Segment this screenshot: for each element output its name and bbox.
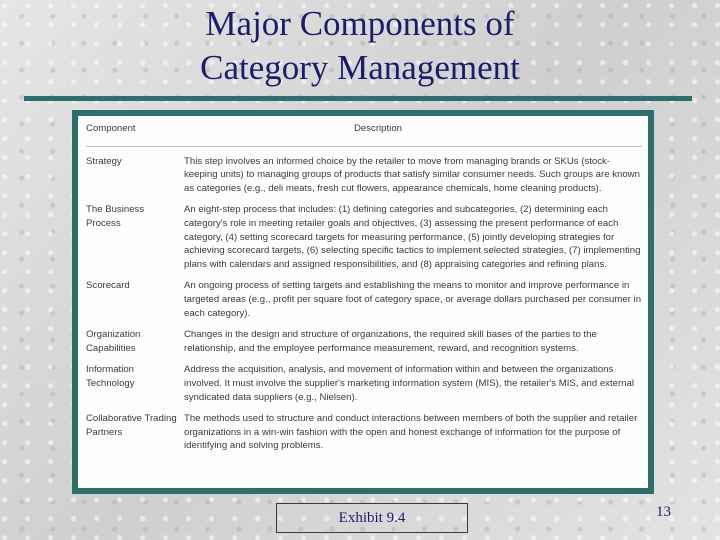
row-description: Changes in the design and structure of organizations, the required skill bases of the parties to the relationship, and the employee performance measurement, reward, and recognition systems. (184, 329, 597, 354)
table-row (86, 146, 642, 195)
title-line-2: Category Management (200, 48, 520, 87)
exhibit-label: Exhibit 9.4 (338, 510, 406, 526)
header-component: Component (86, 122, 184, 146)
exhibit-panel (72, 110, 654, 494)
row-description: The methods used to structure and conduct interactions between members of both the supplier and retailer organizations in a win-win fashion with the open and honest exchange of information for the purpose of identifying and solving problems. (184, 413, 638, 452)
title-divider (24, 96, 692, 101)
table-row (86, 404, 642, 453)
row-component: Strategy (86, 155, 122, 167)
title-line-1: Major Components of (205, 4, 515, 43)
table-row (86, 320, 642, 355)
row-component: The Business Process (86, 204, 145, 229)
row-description: An ongoing process of setting targets and establishing the means to monitor and improve performance in targeted areas (e.g., profit per square foot of category space, or average dollars purchased per consumer in each category). (184, 280, 642, 319)
exhibit-panel-inner (78, 116, 648, 488)
table-row (86, 355, 642, 404)
table-row (86, 195, 642, 271)
slide-title (0, 2, 720, 90)
row-description: This step involves an informed choice by the retailer to move from managing brands or SKUs (stock-keeping units) to managing groups of products that satisfy similar consumer needs. Such groups are known as categories (e.g., deli meats, fresh cut flowers, appearance chemicals, home cleaning products). (184, 155, 640, 194)
components-table (86, 122, 642, 453)
row-component: Scorecard (86, 280, 130, 292)
row-description: Address the acquisition, analysis, and movement of information within and between the organizations involved. It must involve the supplier's marketing information system (MIS), the retailer's MIS, and external syndicated data suppliers (e.g., Nielsen). (184, 364, 634, 403)
exhibit-label-box (276, 503, 468, 533)
header-description: Description (184, 122, 642, 146)
table-row (86, 271, 642, 320)
row-component: Information Technology (86, 364, 135, 389)
page-number: 13 (656, 504, 671, 520)
row-component: Organization Capabilities (86, 329, 141, 354)
row-description: An eight-step process that includes: (1) defining categories and subcategories, (2) determining each category's role in meeting retailer goals and objectives, (3) assessing the present performance of each category, (4) setting scorecard targets for measuring performance, (5) jointly developing strategies for achieving scorecard targets, (6) selecting specific tactics to implement selected strategies, (7) implementing plans with calendars and assigned responsibilities, and (8) appraising categories and refining plans. (184, 204, 641, 270)
table-header-row (86, 122, 642, 146)
row-component: Collaborative Trading Partners (86, 413, 177, 438)
